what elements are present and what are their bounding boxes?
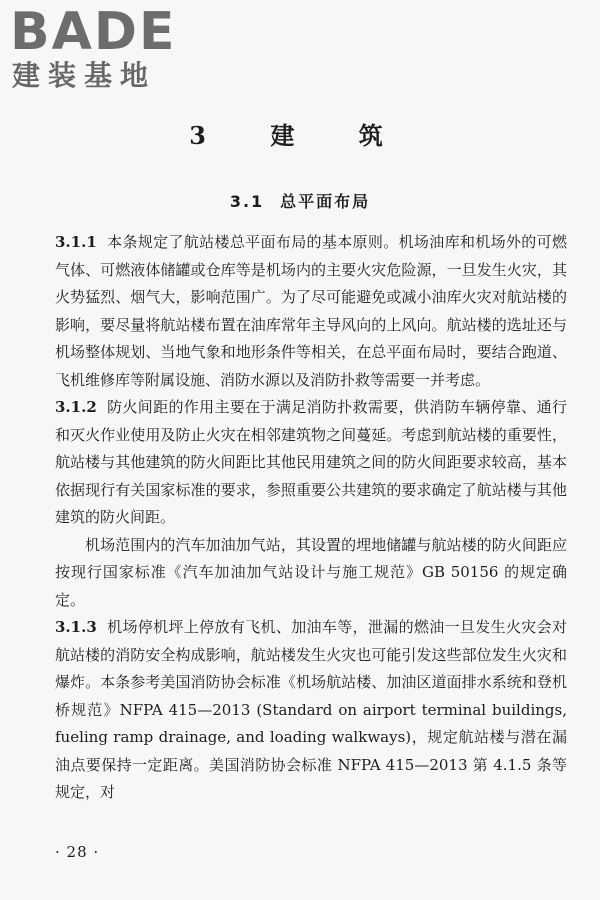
- chapter-title: 3 建 筑: [189, 121, 411, 150]
- paragraph-3-1-1: [55, 229, 567, 394]
- body-text: [55, 229, 567, 807]
- section-heading: 总平面布局: [280, 192, 371, 211]
- page-number: · 28 ·: [55, 843, 100, 861]
- clause-number: 3.1.3: [55, 618, 97, 636]
- logo-subtitle: 建装基地: [12, 59, 157, 92]
- paragraph-text: 本条规定了航站楼总平面布局的基本原则。机场油库和机场外的可燃气体、可燃液体储罐或仓库等是机场内的主要火灾危险源，一旦发生火灾，其火势猛烈、烟气大，影响范围广。为了尽可能避免或减小油库火灾对航站楼的影响，要尽量将航站楼布置在油库常年主导风向的上风向。航站楼的选址还与机场整体规划、当地气象和地形条件等相关，在总平面布局时，要结合跑道、飞机维修库等附属设施、消防水源以及消防扑救等需要一并考虑。: [55, 233, 567, 389]
- paragraph-text: 机场范围内的汽车加油加气站，其设置的埋地储罐与航站楼的防火间距应按现行国家标准《汽车加油加气站设计与施工规范》GB 50156 的规定确定。: [55, 535, 567, 609]
- paragraph-gas-station: [55, 532, 567, 615]
- clause-number: 3.1.2: [55, 398, 97, 416]
- paragraph-3-1-3: [55, 614, 567, 807]
- paragraph-text: 机场停机坪上停放有飞机、加油车等，泄漏的燃油一旦发生火灾会对航站楼的消防安全构成影响，航站楼发生火灾也可能引发这些部位发生火灾和爆炸。本条参考美国消防协会标准《机场航站楼、加油区道面排水系统和登机桥规范》NFPA 415—2013 (Standard on airport terminal buildings, fueling ramp drainage, and loading walkways)，规定航站楼与潜在漏油点要保持一定距离。美国消防协会标准 NFPA 415—2013 第 4.1.5 条等规定，对: [55, 618, 567, 801]
- section-number: 3.1: [229, 192, 265, 211]
- section-title: [0, 190, 600, 214]
- paragraph-text: 防火间距的作用主要在于满足消防扑救需要，供消防车辆停靠、通行和灭火作业使用及防止火灾在相邻建筑物之间蔓延。考虑到航站楼的重要性，航站楼与其他建筑的防火间距比其他民用建筑之间的防火间距要求较高，基本依据现行有关国家标准的要求，参照重要公共建筑的要求确定了航站楼与其他建筑的防火间距。: [55, 398, 567, 526]
- clause-number: 3.1.1: [55, 233, 97, 251]
- bade-logo: [10, 2, 180, 96]
- paragraph-3-1-2: [55, 394, 567, 532]
- logo-mark: BADE: [10, 2, 177, 62]
